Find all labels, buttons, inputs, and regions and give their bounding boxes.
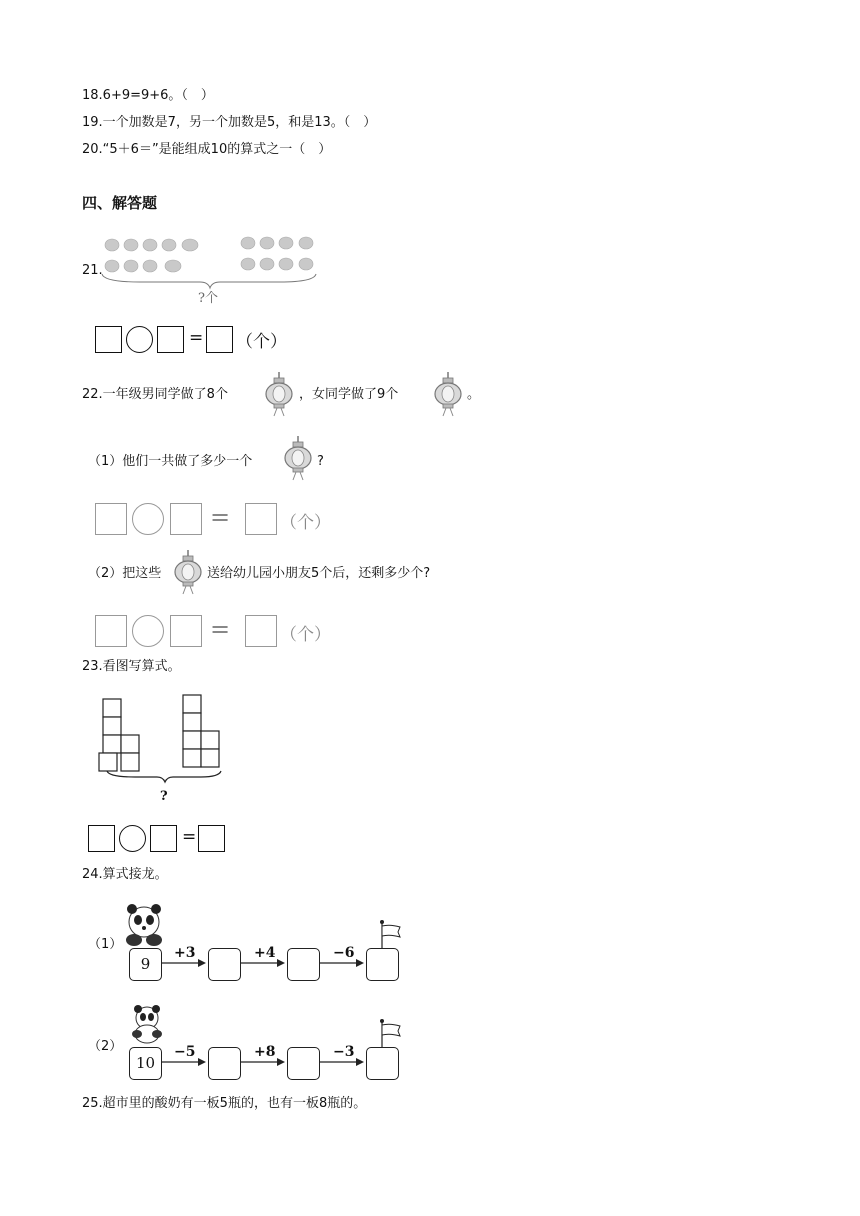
- cotton-ball-icon: [124, 239, 138, 251]
- cotton-ball-icon: [260, 258, 274, 270]
- answer-box[interactable]: [95, 326, 122, 353]
- question-24: 24.算式接龙。: [82, 867, 168, 882]
- arrow-icon: [162, 1057, 208, 1067]
- unit-label: （个）: [280, 513, 331, 533]
- cube-icon: [183, 713, 201, 731]
- answer-box[interactable]: [245, 503, 277, 535]
- operation-label: +3: [174, 945, 196, 961]
- lantern-icon: [261, 370, 297, 418]
- cotton-ball-icon: [260, 237, 274, 249]
- answer-box[interactable]: [88, 825, 115, 852]
- cotton-ball-icon: [299, 258, 313, 270]
- cotton-ball-icon: [182, 239, 198, 251]
- operation-label: −6: [333, 945, 355, 961]
- answer-box[interactable]: [208, 948, 241, 981]
- cotton-ball-icon: [241, 258, 255, 270]
- cotton-ball-icon: [241, 237, 255, 249]
- start-number: 9: [129, 948, 162, 981]
- cube-icon: [103, 699, 121, 717]
- question-22-part2: ，女同学做了9个: [299, 387, 399, 402]
- equals-sign: =: [210, 503, 231, 531]
- answer-box[interactable]: [95, 503, 127, 535]
- arrow-icon: [162, 958, 208, 968]
- cotton-ball-icon: [143, 260, 157, 272]
- operator-circle[interactable]: [132, 615, 164, 647]
- unit-label: （个）: [236, 332, 287, 352]
- unit-label: （个）: [280, 625, 331, 645]
- answer-box[interactable]: [170, 503, 202, 535]
- cube-icon: [183, 695, 201, 713]
- cotton-ball-icon: [279, 237, 293, 249]
- cotton-ball-icon: [124, 260, 138, 272]
- cotton-ball-icon: [162, 239, 176, 251]
- answer-box[interactable]: [287, 948, 320, 981]
- question-22-part3: 。: [467, 387, 481, 402]
- operator-circle[interactable]: [132, 503, 164, 535]
- cube-icon: [103, 717, 121, 735]
- chain-1-label: （1）: [88, 937, 123, 952]
- cube-icon: [201, 749, 219, 767]
- section-heading: 四、解答题: [82, 194, 158, 212]
- arrow-icon: [241, 958, 287, 968]
- answer-box[interactable]: [366, 948, 399, 981]
- answer-box[interactable]: [157, 326, 184, 353]
- answer-box[interactable]: [208, 1047, 241, 1080]
- panda-icon: [120, 900, 170, 950]
- arrow-icon: [320, 958, 366, 968]
- cube-icon: [183, 731, 201, 749]
- cube-icon: [103, 735, 121, 753]
- cotton-ball-icon: [105, 260, 119, 272]
- question-22-part1: 22.一年级男同学做了8个: [82, 387, 228, 402]
- operator-circle[interactable]: [126, 326, 153, 353]
- question-22-sub1: （1）他们一共做了多少一个: [88, 454, 253, 469]
- cube-icon: [99, 753, 117, 771]
- chain-2-label: （2）: [88, 1039, 123, 1054]
- flag-icon: [378, 1017, 404, 1047]
- cube-icon: [121, 753, 139, 771]
- operation-label: −3: [333, 1044, 355, 1060]
- cube-icon: [201, 731, 219, 749]
- cotton-ball-icon: [165, 260, 181, 272]
- brace-icon: [107, 771, 221, 782]
- question-25: 25.超市里的酸奶有一板5瓶的，也有一板8瓶的。: [82, 1096, 367, 1111]
- brace-label: ?: [160, 789, 168, 804]
- panda-icon: [124, 1002, 170, 1046]
- operation-label: +4: [254, 945, 276, 961]
- lantern-icon: [170, 548, 206, 596]
- cotton-ball-icon: [105, 239, 119, 251]
- question-22-sub2-b: 送给幼儿园小朋友5个后，还剩多少个?: [207, 566, 431, 581]
- arrow-icon: [320, 1057, 366, 1067]
- question-23: 23.看图写算式。: [82, 659, 181, 674]
- cube-icon: [183, 749, 201, 767]
- question-18: 18.6+9=9+6。（ ）: [82, 88, 214, 103]
- equals-sign: =: [182, 827, 197, 847]
- answer-box[interactable]: [95, 615, 127, 647]
- cubes-picture: [95, 685, 235, 785]
- operation-label: −5: [174, 1044, 196, 1060]
- brace-label: ?个: [198, 291, 218, 306]
- question-19: 19.一个加数是7，另一个加数是5，和是13。（ ）: [82, 115, 377, 130]
- cotton-ball-icon: [279, 258, 293, 270]
- cube-icon: [121, 735, 139, 753]
- answer-box[interactable]: [366, 1047, 399, 1080]
- start-number: 10: [129, 1047, 162, 1080]
- question-20: 20.“5＋6＝”是能组成10的算式之一（ ）: [82, 142, 332, 157]
- answer-box[interactable]: [150, 825, 177, 852]
- question-22-sub2-a: （2）把这些: [88, 566, 162, 581]
- question-21-number: 21.: [82, 263, 103, 278]
- lantern-icon: [280, 434, 316, 482]
- question-22-sub1-end: ?: [317, 454, 324, 469]
- operator-circle[interactable]: [119, 825, 146, 852]
- operation-label: +8: [254, 1044, 276, 1060]
- arrow-icon: [241, 1057, 287, 1067]
- cotton-ball-icon: [143, 239, 157, 251]
- answer-box[interactable]: [206, 326, 233, 353]
- equals-sign: =: [210, 615, 231, 643]
- brace-icon: [102, 274, 316, 288]
- equals-sign: =: [189, 328, 204, 348]
- answer-box[interactable]: [198, 825, 225, 852]
- answer-box[interactable]: [245, 615, 277, 647]
- flag-icon: [378, 918, 404, 948]
- answer-box[interactable]: [287, 1047, 320, 1080]
- lantern-icon: [430, 370, 466, 418]
- answer-box[interactable]: [170, 615, 202, 647]
- cotton-ball-icon: [299, 237, 313, 249]
